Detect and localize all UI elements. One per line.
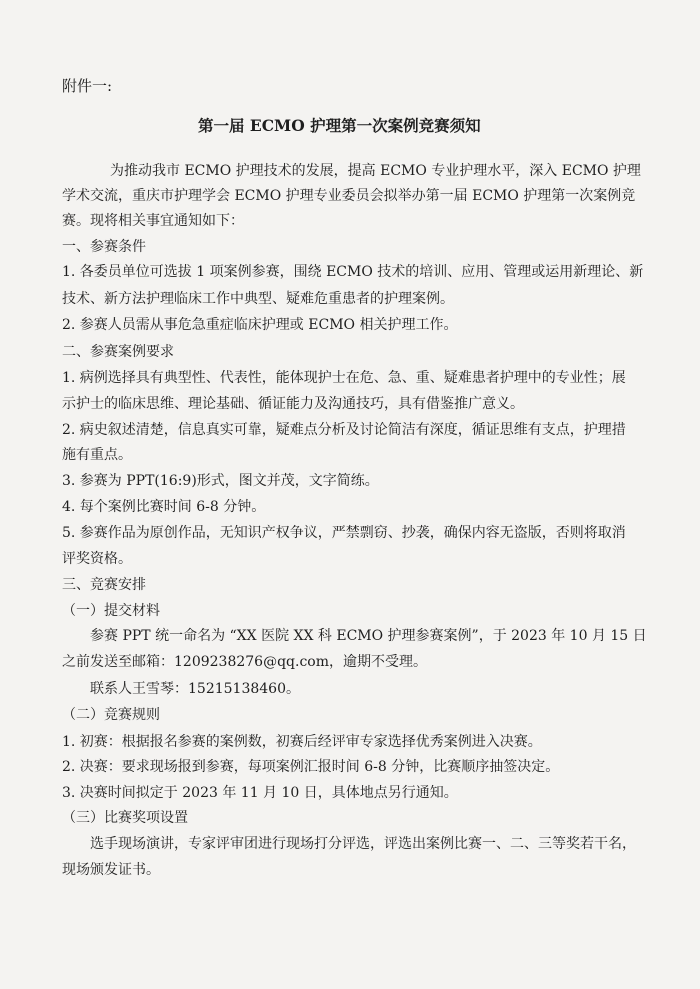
s2-item1-line1: 1. 病例选择具有典型性、代表性，能体现护士在危、急、重、疑难患者护理中的专业性；展 [62, 370, 626, 386]
s2-item3: 3. 参赛为 PPT(16:9)形式，图文并茂，文字简练。 [62, 473, 379, 489]
sub1-para-line1: 参赛 PPT 统一命名为 “XX 医院 XX 科 ECMO 护理参赛案例”，于 2023 年 10 月 15 日 [90, 628, 647, 644]
sub2-item1: 1. 初赛：根据报名参赛的案例数，初赛后经评审专家选择优秀案例进入决赛。 [62, 734, 542, 750]
s2-item1-line2: 示护士的临床思维、理论基础、循证能力及沟通技巧，具有借鉴推广意义。 [62, 396, 524, 412]
s2-item2-line2: 施有重点。 [62, 447, 132, 463]
section-heading-1: 一、参赛条件 [62, 239, 146, 255]
contact-line: 联系人王雪琴：15215138460。 [90, 681, 300, 697]
section-heading-3: 三、竞赛安排 [62, 577, 146, 593]
section-heading-2: 二、参赛案例要求 [62, 344, 174, 360]
s2-item4: 4. 每个案例比赛时间 6-8 分钟。 [62, 499, 266, 515]
s2-item5-line2: 评奖资格。 [62, 551, 132, 567]
sub2-item3: 3. 决赛时间拟定于 2023 年 11 月 10 日，具体地点另行通知。 [62, 785, 458, 801]
sub-heading-2: （二）竞赛规则 [62, 707, 160, 723]
sub2-item2: 2. 决赛：要求现场报到参赛，每项案例汇报时间 6-8 分钟，比赛顺序抽签决定。 [62, 759, 560, 775]
sub3-para-line1: 选手现场演讲，专家评审团进行现场打分评选，评选出案例比赛一、二、三等奖若干名， [90, 836, 636, 852]
sub-heading-3: （三）比赛奖项设置 [62, 810, 188, 826]
document-title: 第一届 ECMO 护理第一次案例竞赛须知 [198, 116, 481, 135]
intro-line-1: 为推动我市 ECMO 护理技术的发展，提高 ECMO 专业护理水平，深入 ECMO 护理 [110, 163, 641, 179]
intro-line-3: 赛。现将相关事宜通知如下： [62, 213, 244, 229]
attachment-label: 附件一: [62, 77, 113, 95]
intro-line-2: 学术交流，重庆市护理学会 ECMO 护理专业委员会拟举办第一届 ECMO 护理第一次案例竞 [62, 188, 636, 204]
sub3-para-line2: 现场颁发证书。 [62, 862, 160, 878]
s1-item2: 2. 参赛人员需从事危急重症临床护理或 ECMO 相关护理工作。 [62, 317, 458, 333]
s2-item5-line1: 5. 参赛作品为原创作品，无知识产权争议，严禁剽窃、抄袭，确保内容无盗版，否则将取消 [62, 525, 626, 541]
sub1-para-line2: 之前发送至邮箱：1209238276@qq.com，逾期不受理。 [62, 654, 427, 670]
s2-item2-line1: 2. 病史叙述清楚，信息真实可靠，疑难点分析及讨论简洁有深度，循证思维有支点，护理措 [62, 422, 626, 438]
s1-item1-line1: 1. 各委员单位可选拔 1 项案例参赛，围绕 ECMO 技术的培训、应用、管理或运用新理论、新 [62, 264, 644, 280]
s1-item1-line2: 技术、新方法护理临床工作中典型、疑难危重患者的护理案例。 [62, 291, 454, 307]
sub-heading-1: （一）提交材料 [62, 603, 160, 619]
